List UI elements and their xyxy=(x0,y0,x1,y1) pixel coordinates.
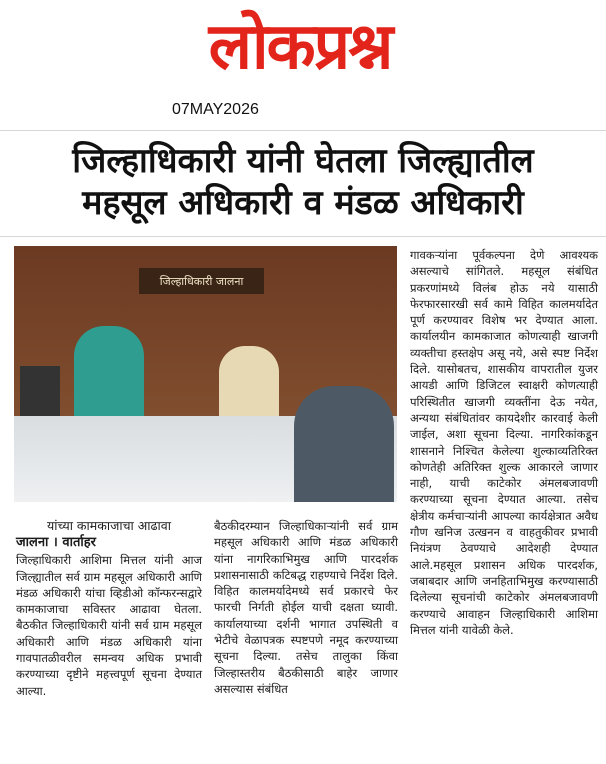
top-divider xyxy=(0,130,606,131)
headline-divider xyxy=(0,236,606,237)
article-text-1: जिल्हाधिकारी आशिमा मित्तल यांनी आज जिल्ह्यातील सर्व ग्राम महसूल अधिकारी आणि मंडळ अधिकारी यांचा व्हिडीओ कॉन्फरन्सद्वारे कामकाजाचा सविस्तर आढावा घेतला. बैठकीत जिल्हाधिकारी यांनी सर्व ग्राम महसूल अधिकारी आणि मंडळ अधिकारी यांना गावपातळीवरील समन्वय अधिक प्रभावी करण्याच्या दृष्टीने महत्त्वपूर्ण सूचना देण्यात आल्या. xyxy=(16,553,202,698)
subheading: यांच्या कामकाजाचा आढावा xyxy=(47,518,171,533)
person-collector xyxy=(74,326,144,426)
person-officer xyxy=(219,346,279,426)
headline-line-1: जिल्हाधिकारी यांनी घेतला जिल्ह्यातील xyxy=(72,141,534,181)
video-screen xyxy=(20,366,60,421)
headline xyxy=(0,140,606,224)
article-text-3: गावकऱ्यांना पूर्वकल्पना देणे आवश्यक असल्याचे सांगितले. महसूल संबंधित प्रकरणांमध्ये विलंब होऊ नये यासाठी फेरफारसारखी सर्व कामे विहित कालमर्यादेत पूर्ण करण्यावर विशेष भर देण्यात आला. कार्यालयीन कामकाजात कोणत्याही खाजगी व्यक्तीचा हस्तक्षेप असू नये, असे स्पष्ट निर्देश दिले. यासोबतच, शासकीय वापरातील युजर आयडी आणि डिजिटल स्वाक्षरी कोणत्याही परिस्थितीत खाजगी व्यक्तींना देऊ नयेत, अन्यथा संबंधितांवर कायदेशीर कारवाई केली जाईल, अशा सूचना दिल्या. नागरिकांकडून शासनाने निश्चित केलेल्या शुल्काव्यतिरिक्त कोणतेही अतिरिक्त शुल्क आकारले जाणार नाही, याची काटेकोर अंमलबजावणी करण्याच्या सूचना देण्यात आल्या. तसेच क्षेत्रीय कर्मचाऱ्यांनी आपल्या कार्यक्षेत्रात अवैध गौण खनिज उत्खनन व वाहतुकीवर प्रभावी नियंत्रण ठेवण्याचे आदेशही देण्यात आले.महसूल प्रशासन अधिक पारदर्शक, जबाबदार आणि जनहिताभिमुख करण्यासाठी दिलेल्या सूचनांची काटेकोर अंमलबजावणी करण्याचे आवाहन जिल्हाधिकारी आशिमा मित्तल यांनी यावेळी केले. xyxy=(410,248,598,637)
article-column-2 xyxy=(214,518,398,697)
dateline: जालना । वार्ताहर xyxy=(16,535,96,551)
article-column-1 xyxy=(16,518,202,699)
meeting-photo xyxy=(14,246,397,502)
headline-line-2: महसूल अधिकारी व मंडळ अधिकारी xyxy=(82,183,524,223)
office-sign: जिल्हाधिकारी जालना xyxy=(139,268,264,294)
person-foreground xyxy=(294,386,394,502)
publication-date: 07MAY2026 xyxy=(172,101,259,118)
article-column-3 xyxy=(410,247,598,638)
article-text-2: बैठकीदरम्यान जिल्हाधिकाऱ्यांनी सर्व ग्राम महसूल अधिकारी आणि मंडळ अधिकारी यांना नागरिकाभिमुख आणि पारदर्शक प्रशासनासाठी कटिबद्ध राहण्याचे निर्देश दिले. विहित कालमर्यादेमध्ये सर्व प्रकारचे फेर फारची निर्गती होईल याची दक्षता घ्यावी. कार्यालयाच्या दर्शनी भागात उपस्थिती व भेटीचे वेळापत्रक स्पष्टपणे नमूद करण्याच्या सूचना दिल्या. तसेच तालुका किंवा जिल्हास्तरीय बैठकीसाठी बाहेर जाणार असल्यास संबंधित xyxy=(214,519,398,696)
newspaper-masthead: लोकप्रश्न xyxy=(208,10,392,84)
